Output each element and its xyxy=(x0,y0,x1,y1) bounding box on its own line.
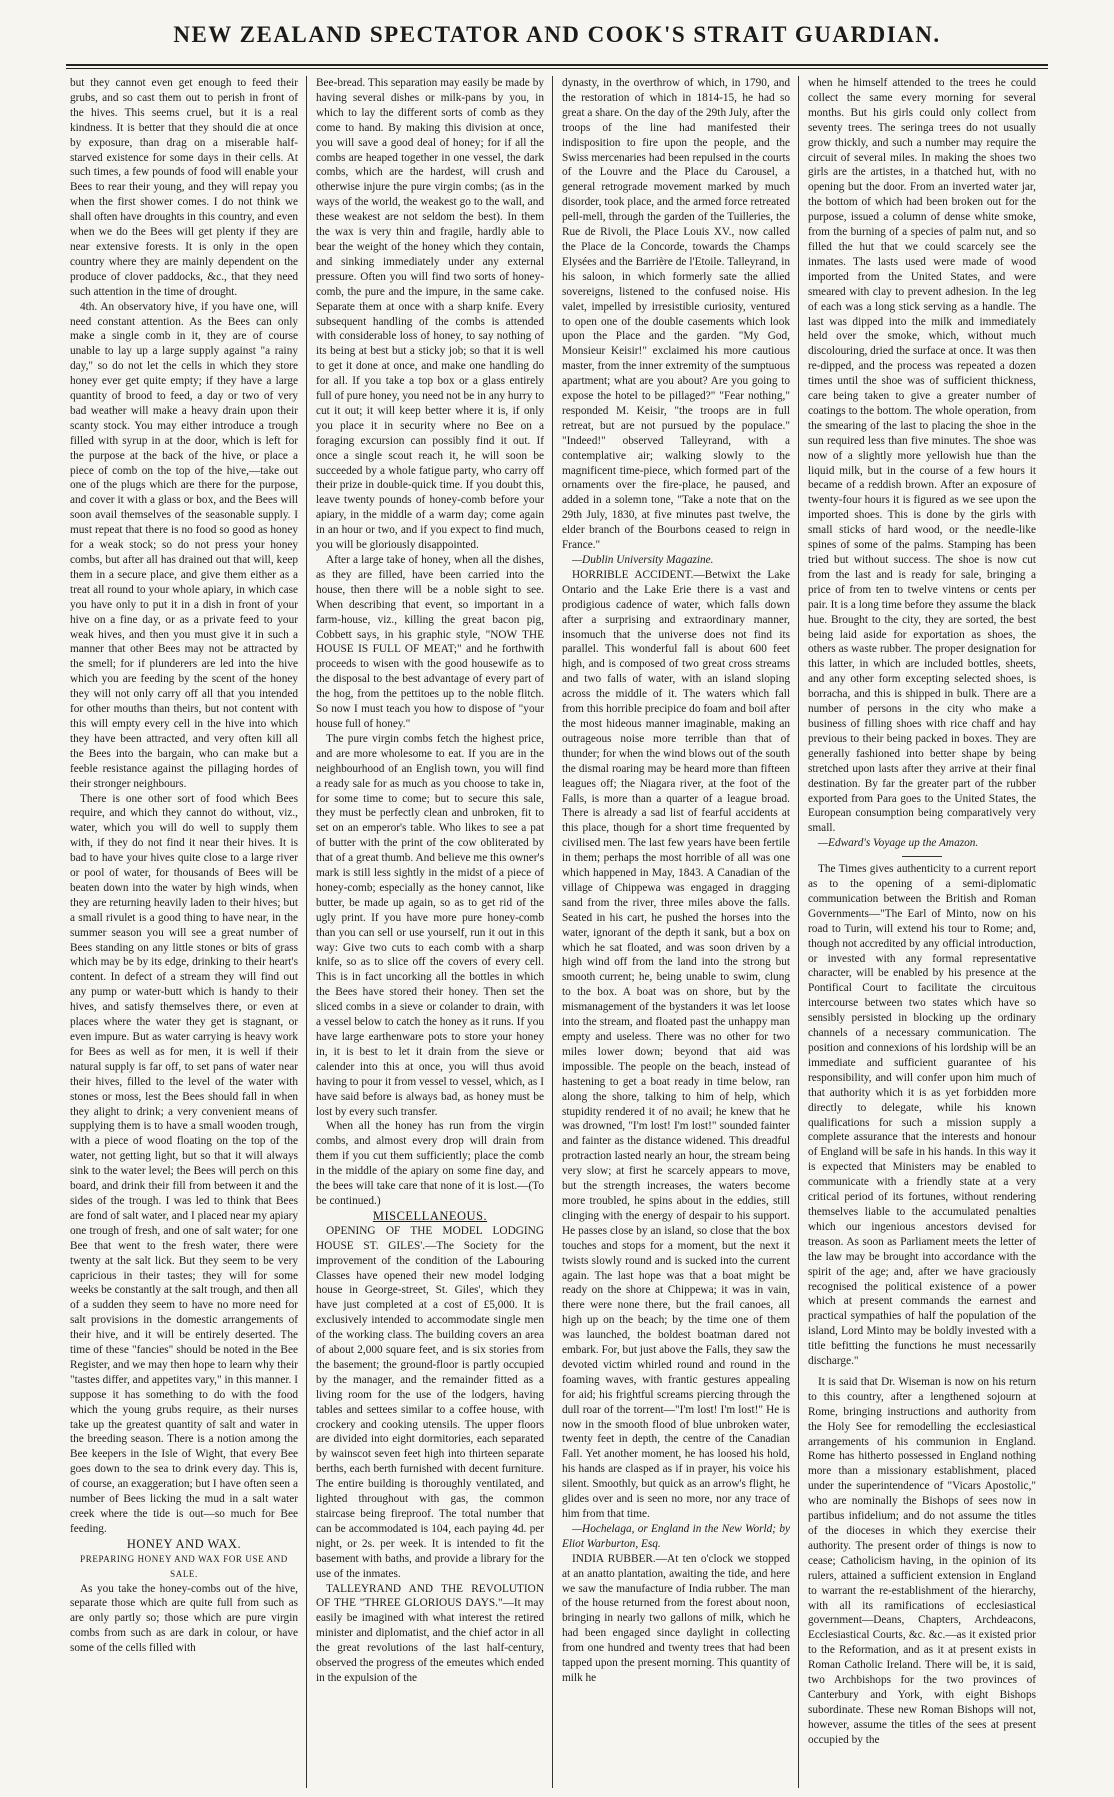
paragraph: There is one other sort of food which Bees require, and which they cannot do without, viz., water, which you will do well to supply them with, if they do not find it near their hives. It is bad to have your hives quite close to a large river or pool of water, for thousands of Bees will be beaten down into the water by high winds, when they are returning heavily laden to their hives; but a small rivulet is a good thing to have near, in the summer season you will see a great number of Bees standing on any little stones or bits of grass which may be by its edge, drinking to their heart's content. In defect of a stream they will find out any pump or water-butt which is handy to their hives, and satisfy themselves there, or even at places where the water they get is stagnant, or even impure. But as water carrying is heavy work for Bees as well as for men, it is well if their natural supply is far off, to set pans of water near their hives, filled to the level of the water with stones or moss, lest the Bees should fall in when they alight to drink; a very convenient means of supplying them is to have a small wooden trough, with a piece of wood floating on the top of the water, not getting light, but so that it will always sink to the water level; the Bees will perch on this board, and drink their fill from between it and the sides of the trough. I was led to think that Bees are fond of salt water, and I placed near my apiary one trough of fresh, and one of salt water; for one Bee that went to the fresh water, there were twenty at the salt lick. But they seem to be very capricious in their tastes; they will for some weeks be constantly at the salt trough, and then all of a sudden they seem to have no more need for salt provisions in the domestic arrangements of their hive, and it will be entirely deserted. The time of these "fancies" should be noted in the Bee Register, and we may then hope to learn why their "tastes differ, and appetites vary," in this manner. I suppose it has something to do with the food which the young grubs require, as their nurses take up the greatest quantity of salt and water in the breeding season. There is a notion among the Bee keepers in the Isle of Wight, that every Bee goes down to the sea to drink every day. This is, of course, an exaggeration; but I have often seen a number of Bees licking the mud in a salt water creek where the tide is out—so much for Bee feeding. xyxy=(70,792,298,1535)
section-heading-honey-and-wax: HONEY AND WAX. xyxy=(126,1536,242,1551)
masthead-rule-thin xyxy=(66,68,1048,69)
paragraph: 4th. An observatory hive, if you have one, will need constant attention. As the Bees can only make a single comb in it, they are of course unable to lay up a large supply against "a rainy day," so do not let the cells in which they store honey ever get quite empty; if they have a large quantity of brood to feed, a day or two of very bad weather will make a heavy drain upon their scanty stock. You may either introduce a trough filled with syrup in at the door, which is left for the purpose at the back of the hive, or place a piece of comb on the top of the hive,—take out one of the plugs which are there for the purpose, and cover it with a glass or box, and the Bees will soon avail themselves of the seasonable supply. I must repeat that there is no food so good as honey for a weak stock; so do not press your honey combs, but after all has drained out that will, keep them in a secure place, and give them either as a treat all round to your whole apiary, in which case you have only to put it in a dish in front of your hive on a fine day, or as a private feed to your weak hives, and then you must give it in such a manner that other Bees may not be attracted by the smell; for if plunderers are led into the hive which you are feeding by the scent of the honey they will not only carry off all that you intended for other mouths than theirs, but not content with this will empty every cell in the hive into which they have been attracted, and very often kill all the Bees into the bargain, who can make but a feeble resistance against the pillaging hordes of their stronger neighbours. xyxy=(70,300,298,790)
masthead-title: NEW ZEALAND SPECTATOR AND COOK'S STRAIT GUARDIAN. xyxy=(173,22,941,47)
paragraph: Bee-bread. This separation may easily be made by having several dishes or milk-pans by you, in which to lay the different sorts of comb as they come to hand. By making this division at once, you will save a good deal of honey; for if all the combs are heaped together in one vessel, the dark combs, which are the hardest, will crush and otherwise injure the pure virgin combs; (as in the ways of the world, the weakest go to the wall, and these weakest are not seldom the best). In them the wax is very thin and fragile, hardly able to bear the weight of the honey which they contain, and sinking immediately under any external pressure. Often you will find two sorts of honey-comb, the pure and the impure, in the same cake. Separate them at once with a sharp knife. Every subsequent handling of the combs is attended with considerable loss of honey, to say nothing of its being at best but a sticky job; so that it is well to get it done at once, and make one handling do for all. If you take a top box or a glass entirely full of pure honey, you need not be in any hurry to cut it out; it will keep better where it is, if only you place it in security where no Bee on a foraging excursion can possibly find it out. If once a single scout reach it, he will soon be succeeded by a whole fatigue party, who carry off their prize in double-quick time. If you doubt this, leave twenty pounds of honey-comb before your apiary, in the middle of a warm day; come again in an hour or two, and if you expect to find much, you will be gloriously disappointed. xyxy=(316,77,544,552)
column-divider xyxy=(798,76,799,1788)
paragraph: As you take the honey-combs out of the hive, separate those which are quite full from such as are only partly so; those which are pure virgin combs from such as are dark in colour, or have some of the cells filled with xyxy=(70,1582,298,1655)
column-1 xyxy=(70,76,298,1788)
paragraph: when he himself attended to the trees he could collect the same every morning for several months. But his girls could only collect from seventy trees. The seringa trees do not usually grow thickly, and such a number may require the circuit of several miles. In making the shoes two girls are the artistes, in a thatched hut, with no opening but the door. From an inverted water jar, the bottom of which had been broken out for the purpose, issued a column of dense white smoke, from the burning of a species of palm nut, and so filled the hut that we could scarcely see the inmates. The lasts used were made of wood imported from the United States, and were smeared with clay to prevent adhesion. In the leg of each was a long stick serving as a handle. The last was dipped into the milk and immediately held over the smoke, which, without much discolouring, dried the surface at once. It was then re-dipped, and the process was repeated a dozen times until the shoe was of sufficient thickness, care being taken to give a greater number of coatings to the bottom. The whole operation, from the smearing of the last to placing the shoe in the sun required less than five minutes. The shoe was now of a slightly more yellowish hue than the liquid milk, but in the course of a few hours it became of a reddish brown. After an exposure of twenty-four hours it is figured as we see upon the imported shoes. This is done by the girls with small sticks of hard wood, or the needle-like spines of some of the palms. Stamping has been tried but without success. The shoe is now cut from the last and is ready for sale, bringing a price of from ten to twelve vintens or cents per pair. It is a long time before they assume the black hue. Brought to the city, they are sorted, the best being laid aside for exportation as shoes, the others as waste rubber. The proper designation for this latter, in which are included bottles, sheets, and any other form excepting selected shoes, is borracha, and this is shipped in bulk. There are a number of persons in the city who make a business of filling shoes with rice chaff and hay previous to their being packed in boxes. They are generally fashioned into better shape by being stretched upon lasts after they arrive at their final destination. By far the greater part of the rubber exported from Para goes to the United States, the European consumption being comparatively very small. xyxy=(808,77,1036,835)
paragraph: dynasty, in the overthrow of which, in 1790, and the restoration of which in 1814-15, he had so great a share. On the day of the 29th July, after the troops of the line had manifested their indisposition to fire upon the people, and the Swiss mercenaries had been repulsed in the courts of the Louvre and the Place du Carousel, a general retrograde movement marked by much disorder, took place, and the armed force retreated pell-mell, through the garden of the Tuilleries, the Rue de Rivoli, the Place Louis XV., now called the Place de la Concorde, towards the Champs Elysées and the Barrière de l'Etoile. Talleyrand, in his saloon, in which formerly sate the allied sovereigns, listened to the confused noise. His valet, impelled by irresistible curiosity, ventured to open one of the double casements which look upon the Place and the garden. "My God, Monsieur Keisir!" exclaimed his more cautious master, from the inner extremity of the sumptuous apartment; what are you about? Are you going to expose the hotel to be pillaged?" "Fear nothing," responded M. Keisir, "the troops are in full retreat, but are not pursued by the populace." "Indeed!" observed Talleyrand, with a contemplative air; walking slowly to the magnificent time-piece, which formed part of the ornaments over the fire-place, he paused, and added in a solemn tone, "Take a note that on the 29th July, 1830, at five minutes past twelve, the elder branch of the Bourbons ceased to reign in France." xyxy=(562,77,790,552)
column-divider xyxy=(552,76,553,1788)
masthead-rule-thick xyxy=(66,64,1048,66)
column-4 xyxy=(808,76,1036,1788)
article-talleyrand: TALLEYRAND AND THE REVOLUTION OF THE "THREE GLORIOUS DAYS."—It may easily be imagined with what interest the retired minister and diplomatist, and the chief actor in all the great revolutions of the last half-century, observed the progress of the emeutes which ended in the expulsion of the xyxy=(316,1582,544,1684)
masthead xyxy=(0,0,1114,60)
separator-rule xyxy=(902,856,942,857)
section-heading-miscellaneous: MISCELLANEOUS. xyxy=(372,1208,488,1223)
paragraph: After a large take of honey, when all the dishes, as they are filled, have been carried into the house, then there will be a noble sight to see. When describing that event, so important in a farm-house, viz., killing the great bacon pig, Cobbett says, in his graphic style, "NOW THE HOUSE IS FULL OF MEAT;" and he forthwith proceeds to wisen with the good housewife as to the disposal to the best advantage of every part of the hog, from the pettitoes up to the noble flitch. So now I must teach you how to dispose of "your house full of honey." xyxy=(316,554,544,730)
source-attribution: —Edward's Voyage up the Amazon. xyxy=(818,837,979,850)
column-divider xyxy=(306,76,307,1788)
source-attribution: —Hochelaga, or England in the New World; by Eliot Warburton, Esq. xyxy=(562,1522,790,1550)
paragraph: The pure virgin combs fetch the highest price, and are more wholesome to eat. If you are in the neighbourhood of an English town, you will find a ready sale for as much as you choose to take in, for some time to come; but to secure this sale, they must be perfectly clean and unbroken, fit to set on an emperor's table. Who likes to see a pat of butter with the print of the cow obliterated by that of a great thumb. And believe me this owner's mark is still less sightly in the midst of a piece of honey-comb; especially as the honey cannot, like butter, be made up again, so as to get rid of the ugly print. If you have more pure honey-comb than you can sell or use yourself, run it out in this way: Give two cuts to each comb with a sharp knife, so as to slice off the covers of every cell. This is in fact uncorking all the bottles in which the Bees have stored their honey. Then set the sliced combs in a sieve or colander to drain, with a vessel below to catch the honey as it runs. If you have large earthenware pots to store your honey in, it is best to let it drain from the sieve or calender into this at once, you will thus avoid having to pour it from vessel to vessel, which, as I have said before is always bad, as honey must be lost by every such transfer. xyxy=(316,732,544,1118)
column-2 xyxy=(316,76,544,1788)
source-attribution: —Dublin University Magazine. xyxy=(572,554,714,566)
article-dr-wiseman: It is said that Dr. Wiseman is now on his return to this country, after a lengthened sojourn at Rome, bringing instructions and authority from the Holy See for remodelling the ecclesiastical arrangements of his communion in England. Rome has hitherto possessed in England nothing more than a missionary establishment, placed under the superintendence of "Vicars Apostolic," who are nominally the Bishops of sees now in partibus infidelium; and do not assume the titles of the dioceses in which they exercise their authority. The present order of things is now to cease; Catholicism having, in the opinion of its rulers, attained a sufficient extension in England to warrant the re-establishment of the hierarchy, with all its ramifications of ecclesiastical government—Deans, Chapters, Archdeacons, Ecclesiastical Courts, &c. &c.—as it existed prior to the Reformation, and as it at present exists in Roman Catholic Ireland. There will be, it is said, two Archbishops for the two provinces of Canterbury and York, with eight Bishops subordinate. These new Roman Bishops will not, however, assume the titles of the sees at present occupied by the xyxy=(808,1375,1036,1746)
paragraph: but they cannot even get enough to feed their grubs, and so cast them out to perish in front of the hives. This seems cruel, but it is a real kindness. It is better that they should die at once by exposure, than drag on a miserable half-starved existence for some days in their cells. At such times, a few pounds of food will enable your Bees to rear their young, and they will repay you when the first shower comes. I do not think we shall often have droughts in this country, and even when we do the Bees will get plenty if they are near extensive forests. It is only in the open country where they are mainly dependent on the produce of clover paddocks, &c., that they need such attention in the time of drought. xyxy=(70,77,298,298)
paragraph: When all the honey has run from the virgin combs, and almost every drop will drain from them if you cut them sufficiently; place the comb in the middle of the apiary on some fine day, and the bees will take care that none of it is lost.—(To be continued.) xyxy=(316,1120,544,1207)
article-times-rome: The Times gives authenticity to a current report as to the opening of a semi-diplomatic communication between the British and Roman Governments—"The Earl of Minto, now on his road to Turin, will extend his tour to Rome; and, though not accredited by any official introduction, or invested with any formal representative character, will be enabled by his presence at the Pontifical Court to facilitate the circuitous intercourse between two states which have so sensibly persisted in blocking up the ordinary channels of a necessary communication. The position and connexions of his lordship will be an immediate and sufficient guarantee of his responsibility, and will confer upon him much of that authority which it is as yet forbidden more directly to delegate, while his known qualifications for such a mission supply a complete assurance that the interests and honour of England will be safe in his hands. In this way it is expected that Ministers may be enabled to communicate with a friendly state at a very critical period of its fortunes, without rendering themselves liable to the accumulated penalties which our ingenious ancestors devised for treason. As soon as Parliament meets the letter of the law may be brought into accordance with the spirit of the age; and, after we have graciously recognised the political existence of a power which at present commands the earnest and practical sympathies of half the population of the island, Lord Minto may be boldly invested with a title befitting the functions he must necessarily discharge." xyxy=(808,863,1036,1368)
article-india-rubber: INDIA RUBBER.—At ten o'clock we stopped at an anatto plantation, awaiting the tide, and here we saw the manufacture of India rubber. The man of the house returned from the forest about noon, bringing in nearly two gallons of milk, which he had been engaged since daylight in collecting from one hundred and twenty trees that had been tapped upon the present morning. This quantity of milk he xyxy=(562,1552,790,1684)
column-3 xyxy=(562,76,790,1788)
article-model-lodging-house: OPENING OF THE MODEL LODGING HOUSE ST. GILES'.—The Society for the improvement of the condition of the Labouring Classes have opened their new model lodging house in George-street, St. Giles', which they have just completed at a cost of £5,000. It is exclusively intended to accommodate single men of the working class. The building covers an area of about 2,000 square feet, and is six stories from the basement; the ground-floor is partly occupied by the manager, and the remainder fitted as a living room for the use of the lodgers, having tables and settees similar to a coffee house, with crockery and cooking utensils. The upper floors are divided into eight dormitories, each separated by wainscot seven feet high into thirteen separate berths, each berth furnished with decent furniture. The entire building is thoroughly ventilated, and lighted throughout with gas, the common staircase being fireproof. The total number that can be accommodated is 104, each paying 4d. per night, or 2s. per week. It is intended to fit the basement with baths, and provide a library for the use of the inmates. xyxy=(316,1224,544,1580)
article-horrible-accident: HORRIBLE ACCIDENT.—Betwixt the Lake Ontario and the Lake Erie there is a vast and prodigious cadence of water, which falls down after a surprising and extraordinary manner, insomuch that the universe does not find its parallel. This wonderful fall is about 600 feet high, and is composed of two great cross streams and two falls of water, with an island sloping across the middle of it. The waters which fall from this horrible precipice do foam and boil after the most hideous manner imaginable, making an outrageous noise more terrible than that of thunder; for when the wind blows out of the south the dismal roaring may be heard more than fifteen leagues off; the Niagara river, at the foot of the Falls, is more than a quarter of a league broad. There is already a sad list of fearful accidents at this place, though for a short time frequented by civilised men. The last few years have been fertile in them; perhaps the most horrible of all was one which happened in May, 1843. A Canadian of the village of Chippewa was engaged in dragging sand from the river, three miles above the falls. Seated in his cart, he pushed the horses into the water, ignorant of the depth it sank, but a box on which he sat floated, and was soon driven by a high wind off from the land into the strong but smooth current; he, being unable to swim, clung to the box. A boat was on shore, but by the mismanagement of the bystanders it was let loose into the stream, and floated past the unhappy man empty and useless. There was no other for two miles lower down; beyond that aid was impossible. The people on the beach, instead of hastening to get a boat ready in time below, ran along the shore, talking to him of help, which stupidity rendered it of no avail; he knew that he was drowned, "I'm lost! I'm lost!" sounded fainter and fainter as the distance widened. This dreadful protraction lasted nearly an hour, the stream being very slow; at first he scarcely appears to move, but the strength increases, the waters become more troubled, he spins about in the eddies, still clinging with the energy of despair to his support. He passes close by an island, so close that the box touches and stops for a moment, but the next it twists slowly round and is sucked into the current again. The last hope was that a boat might be ready on the shore at Chippewa; it was in vain, there were none there, but the frail canoes, all high up on the beach; by the time one of them was launched, the boldest boatman dared not embark. For, but just above the Falls, they saw the devoted victim whirled round and round in the foaming waves, with frantic gestures appealing for aid; his frightful screams piercing through the dull roar of the torrent—"I'm lost! I'm lost!" He is now in the smooth flood of blue unbroken water, twenty feet in depth, the centre of the Canadian Fall. Yet another moment, he has loosed his hold, his hands are clasped as if in prayer, his voice his silent. Smoothly, but quick as an arrow's flight, he glides over and is seen no more, nor any trace of him from that time. xyxy=(562,568,790,1520)
section-subheading: PREPARING HONEY AND WAX FOR USE AND SALE. xyxy=(80,1553,288,1579)
